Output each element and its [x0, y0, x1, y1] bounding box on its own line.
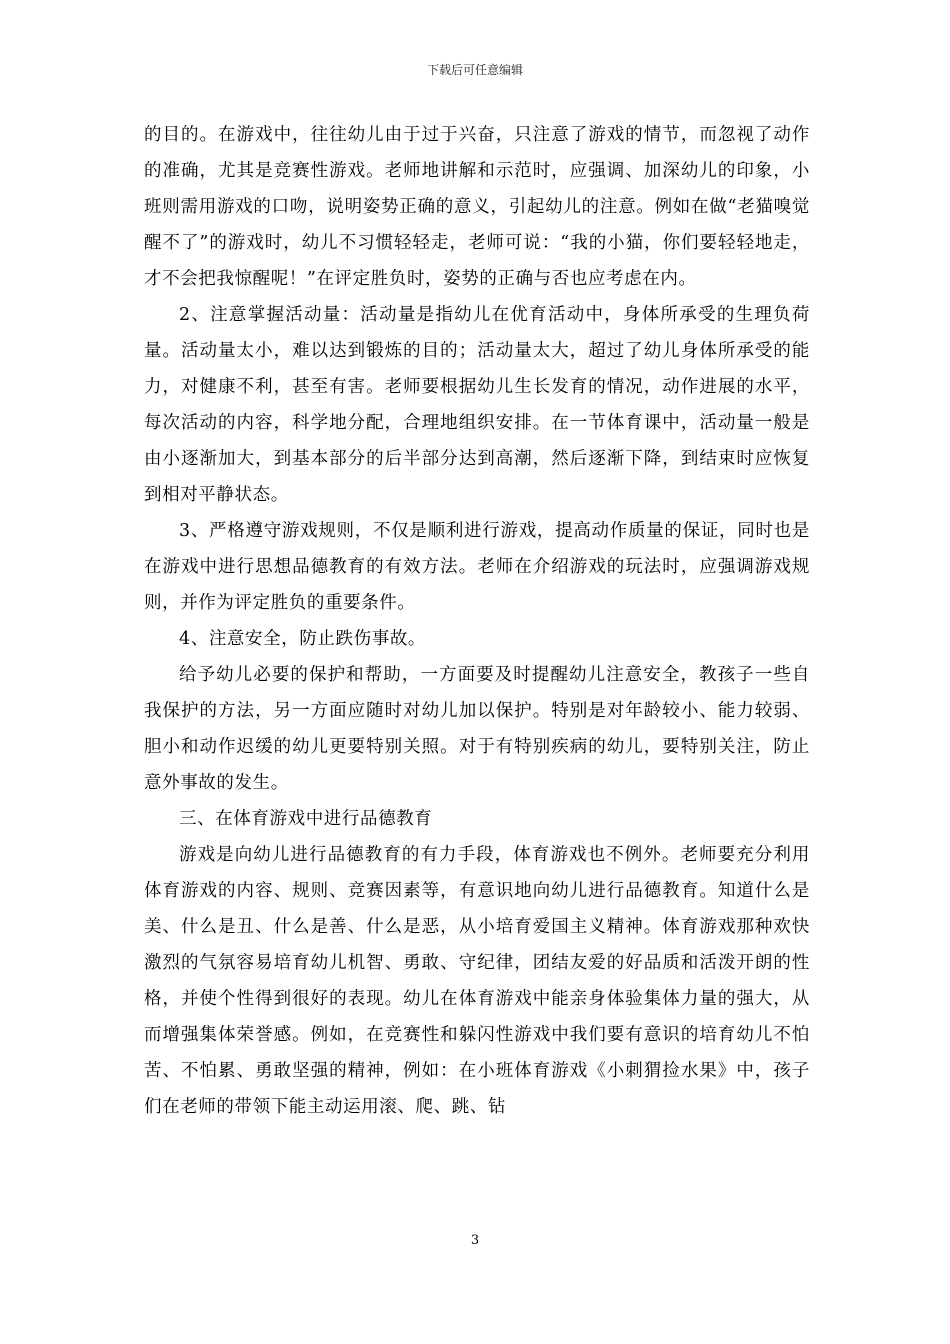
paragraph-game-rules: 3、严格遵守游戏规则，不仅是顺利进行游戏，提高动作质量的保证，同时也是在游戏中进行思想品德教育的有效方法。老师在介绍游戏的玩法时，应强调游戏规则，并作为评定胜负的重要条件。: [144, 521, 810, 613]
paragraph-activity-load: 2、注意掌握活动量：活动量是指幼儿在优育活动中，身体所承受的生理负荷量。活动量太小，难以达到锻炼的目的；活动量太大，超过了幼儿身体所承受的能力，对健康不利，甚至有害。老师要根据幼儿生长发育的情况，动作进展的水平，每次活动的内容，科学地分配，合理地组织安排。在一节体育课中，活动量一般是由小逐渐加大，到基本部分的后半部分达到高潮，然后逐渐下降，到结束时应恢复到相对平静状态。: [144, 305, 810, 505]
document-body: [144, 117, 810, 1125]
page-header: 下载后可任意编辑: [426, 63, 523, 77]
paragraph-safety-heading: 4、注意安全，防止跌伤事故。: [179, 629, 427, 649]
paragraph-continuation: 的目的。在游戏中，往往幼儿由于过于兴奋，只注意了游戏的情节，而忽视了动作的准确，尤其是竞赛性游戏。老师地讲解和示范时，应强调、加深幼儿的印象，小班则需用游戏的口吻，说明姿势正确的意义，引起幼儿的注意。例如在做“老猫嗅觉醒不了”的游戏时，幼儿不习惯轻轻走，老师可说：“我的小猫，你们要轻轻地走，才不会把我惊醒呢！”在评定胜负时，姿势的正确与否也应考虑在内。: [144, 125, 810, 289]
paragraph-moral-education: 游戏是向幼儿进行品德教育的有力手段，体育游戏也不例外。老师要充分利用体育游戏的内容、规则、竞赛因素等，有意识地向幼儿进行品德教育。知道什么是美、什么是丑、什么是善、什么是恶，从小培育爱国主义精神。体育游戏那种欢快激烈的气氛容易培育幼儿机智、勇敢、守纪律，团结友爱的好品质和活泼开朗的性格，并使个性得到很好的表现。幼儿在体育游戏中能亲身体验集体力量的强大，从而增强集体荣誉感。例如，在竞赛性和躲闪性游戏中我们要有意识的培育幼儿不怕苦、不怕累、勇敢坚强的精神，例如：在小班体育游戏《小刺猬捡水果》中，孩子们在老师的带领下能主动运用滚、爬、跳、钻: [144, 845, 810, 1117]
section-heading-moral-education: 三、在体育游戏中进行品德教育: [179, 809, 433, 829]
page-number: 3: [470, 1233, 480, 1248]
paragraph-protection: 给予幼儿必要的保护和帮助，一方面要及时提醒幼儿注意安全，教孩子一些自我保护的方法，另一方面应随时对幼儿加以保护。特别是对年龄较小、能力较弱、胆小和动作迟缓的幼儿更要特别关照。对于有特别疾病的幼儿，要特别关注，防止意外事故的发生。: [144, 665, 810, 793]
